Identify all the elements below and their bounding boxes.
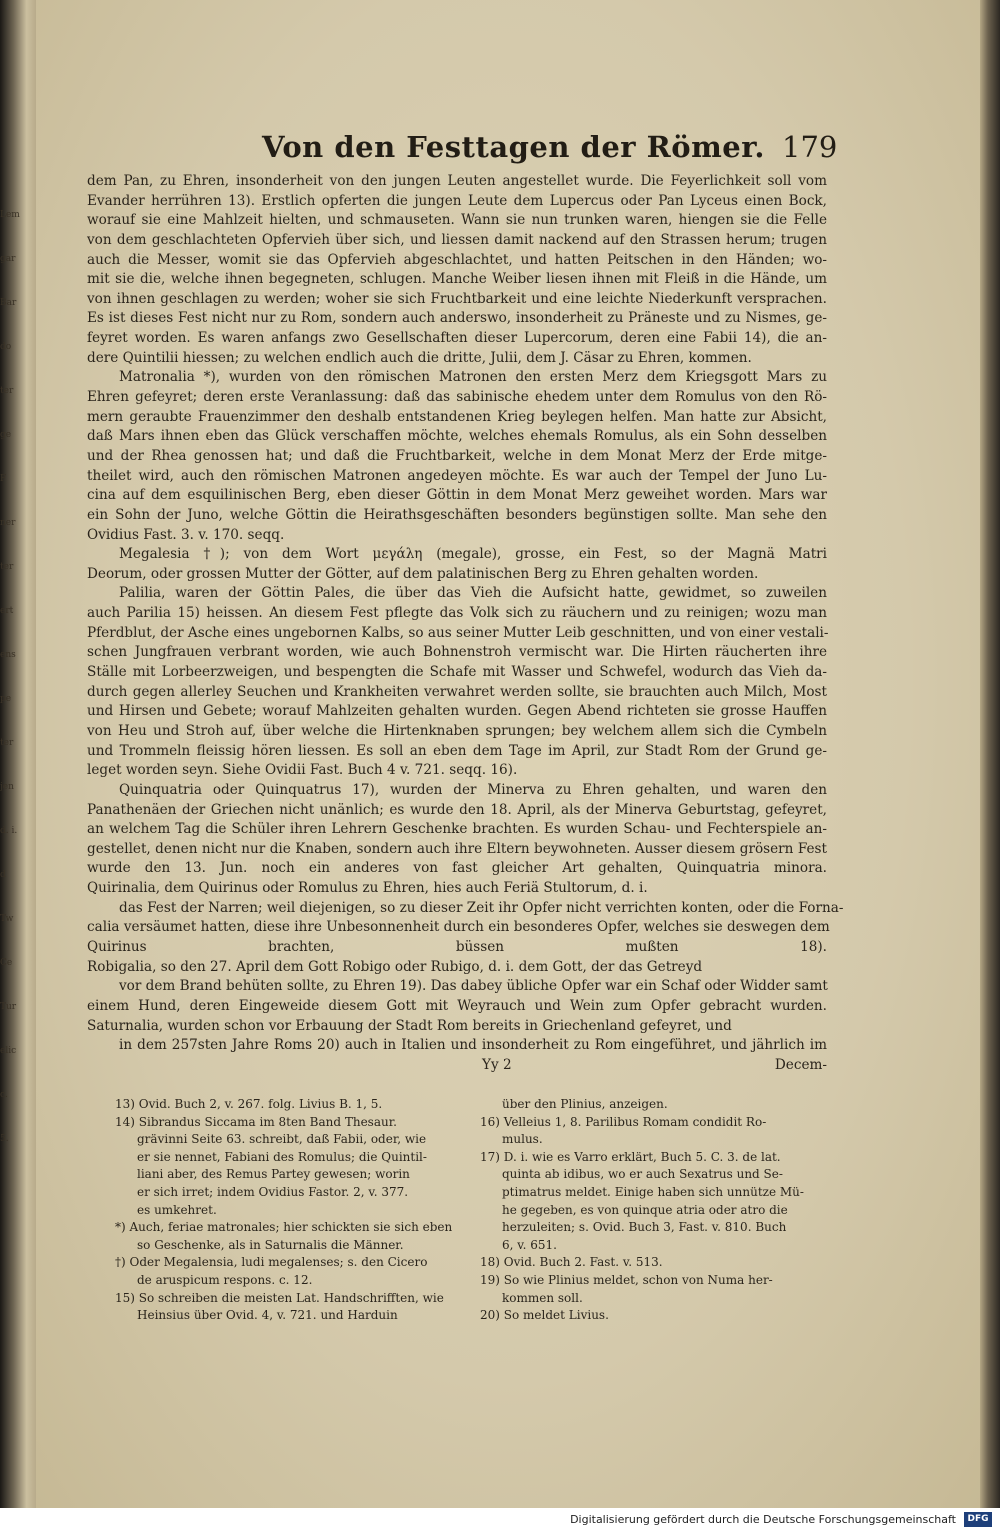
page-number: 179 (782, 130, 838, 164)
margin-fragment: ter (0, 738, 14, 748)
text-line: daß Mars ihnen eben das Glück verschaffen möchte, welches ehemals Romulus, als ein Sohn desselben (87, 428, 827, 445)
footnote-line: de aruspicum respons. c. 12. (137, 1272, 313, 1287)
text-line: Palilia, waren der Göttin Pales, die über das Vieh die Aufsicht hatte, gewidmet, so zuweilen (119, 585, 827, 602)
text-line: wurde den 13. Jun. noch ein anderes von fast gleicher Art gehalten, Quinquatria minora. (87, 860, 827, 877)
margin-fragment: ter (0, 386, 14, 396)
footnote-line: er sie nennet, Fabiani des Romulus; die Quintil- (137, 1149, 427, 1164)
text-line: Quirinus brachten, büssen mußten 18). (87, 938, 827, 955)
text-line: Saturnalia, wurden schon vor Erbauung der Stadt Rom bereits in Griechenland gefeyret, und (87, 1017, 732, 1034)
page-header (262, 130, 838, 172)
signature-mark: Yy 2 (482, 1056, 512, 1073)
funding-credit: Digitalisierung gefördert durch die Deutsche Forschungsgemeinschaft (570, 1513, 956, 1526)
text-line: Es ist dieses Fest nicht nur zu Rom, sondern auch anderswo, insonderheit zu Präneste und zu Nismes, ge- (87, 310, 827, 327)
margin-fragment: 5. (0, 1134, 9, 1144)
text-line: leget worden seyn. Siehe Ovidii Fast. Buch 4 v. 721. seqq. 16). (87, 762, 518, 779)
text-line: dere Quintilii hiessen; zu welchen endlich auch die dritte, Julii, dem J. Cäsar zu Ehren, kommen. (87, 349, 752, 366)
footnote-line: 15) So schreiben die meisten Lat. Handschrifften, wie (115, 1290, 444, 1305)
text-line: und Trommeln fleissig hören liessen. Es soll an eben dem Tage im April, zur Stadt Rom der Grund ge- (87, 742, 827, 759)
text-line: Ställe mit Lorbeerzweigen, und bespengten die Schafe mit Wasser und Schwefel, wodurch das Vieh da- (87, 664, 827, 681)
margin-fragment: ert (0, 606, 14, 616)
footnotes-right-column (480, 1096, 825, 1325)
margin-fragment: ter (0, 562, 14, 572)
text-line: feyret worden. Es waren anfangs zwo Gesellschaften dieser Lupercorum, deren eine Fabii 14), die an- (87, 330, 827, 347)
text-line: in dem 257sten Jahre Roms 20) auch in Italien und insonderheit zu Rom eingeführet, und jährlich im (119, 1037, 827, 1054)
margin-fragment: Lem (0, 210, 20, 220)
footnote-line: †) Oder Megalensia, ludi megalenses; s. den Cicero (115, 1255, 428, 1270)
footnote-line: es umkehret. (137, 1202, 217, 1217)
book-binding-edge (980, 0, 1000, 1508)
text-line: Megalesia †); von dem Wort μεγάλη (megale), grosse, ein Fest, so der Magnä Matri (119, 546, 827, 563)
footnote-line: grävinni Seite 63. schreibt, daß Fabii, oder, wie (137, 1132, 427, 1147)
text-line: schen Jungfrauen verbrant worden, wie auch Bohnenstroh vermischt war. Die Hirten räucherten ihre (87, 644, 827, 661)
margin-fragment: d (0, 870, 6, 880)
text-line: Quinquatria oder Quinquatrus 17), wurden der Minerva zu Ehren gehalten, und waren den (119, 781, 827, 798)
text-line: calia versäumet hatten, diese ihre Unbesonnenheit durch ein besonderes Opfer, welches sie deswegen dem (87, 919, 830, 936)
margin-fragment: Tw (0, 914, 14, 924)
footnote-line: so Geschenke, als in Saturnalis die Männer. (137, 1237, 404, 1252)
margin-fragment: ner (0, 518, 16, 528)
footnote-line: liani aber, des Remus Partey gewesen; worin (137, 1167, 410, 1182)
margin-fragment: F (0, 474, 7, 484)
footnote-line: 6, v. 651. (502, 1237, 557, 1252)
footnote-line: 16) Velleius 1, 8. Parilibus Romam condidit Ro- (480, 1114, 767, 1129)
footnote-line: ptimatrus meldet. Einige haben sich unnütze Mü- (502, 1184, 804, 1199)
margin-fragment: Ce (0, 958, 13, 968)
footnote-line: über den Plinius, anzeigen. (502, 1097, 668, 1111)
text-line: dem Pan, zu Ehren, insonderheit von den jungen Leuten angestellet wurde. Die Feyerlichkeit soll vom (87, 173, 827, 189)
footnote-line: 19) So wie Plinius meldet, schon von Numa her- (480, 1272, 773, 1287)
text-line: von ihnen geschlagen zu werden; woher sie sich Fruchtbarkeit und eine leichte Niederkunft versprachen. (87, 290, 827, 307)
text-line: auch Parilia 15) heissen. An diesem Fest pflegte das Volk sich zu räuchern und zu reinigen; wozu man (87, 605, 827, 622)
margin-fragment: ens (0, 650, 16, 660)
text-line: Quirinalia, dem Quirinus oder Romulus zu Ehren, hies auch Feriä Stultorum, d. i. (87, 880, 648, 897)
text-line: auch die Messer, womit sie das Opfervieh abgeschlachtet, und hatten Peitschen in den Händen; wo- (87, 251, 827, 268)
text-line: theilet wird, auch den römischen Matronen angedeyen möchte. Es war auch der Tempel der Juno Lu- (87, 467, 827, 484)
text-line: Ovidius Fast. 3. v. 170. seqq. (87, 526, 285, 543)
text-line: cina auf dem esquilinischen Berg, eben dieser Göttin in dem Monat Merz geweihet worden. Mars war (87, 487, 827, 504)
footnotes-left-column (115, 1096, 455, 1325)
text-line: gestellet, denen nicht nur die Knaben, sondern auch ihre Eltern beywohneten. Ausser diesem grösern Fest (87, 840, 827, 857)
main-text (87, 172, 844, 1075)
margin-fragment: elic (0, 1046, 17, 1056)
footnote-line: 17) D. i. wie es Varro erklärt, Buch 5. C. 3. de lat. (480, 1149, 781, 1164)
text-line: durch gegen allerley Seuchen und Krankheiten verwahret werden sollte, sie brauchten auch Milch, Most (87, 683, 827, 700)
running-head: Von den Festtagen der Römer. (262, 130, 765, 164)
text-line: von Heu und Stroh auf, über welche die Hirtenknaben sprungen; bey welchem allem sich die Cymbeln (87, 722, 827, 739)
footnote-line: Heinsius über Ovid. 4, v. 721. und Harduin (137, 1308, 398, 1323)
dfg-logo: DFG (964, 1512, 992, 1527)
text-line: von dem geschlachteten Opfervieh über sich, und liessen damit nackend auf den Strassen herum; trugen (87, 231, 827, 248)
text-line: das Fest der Narren; weil diejenigen, so zu dieser Zeit ihr Opfer nicht verrichten konten, oder die Forna- (119, 899, 844, 916)
text-line: vor dem Brand behüten sollte, zu Ehren 19). Das dabey übliche Opfer war ein Schaf oder Widder samt (119, 978, 828, 995)
previous-page-edge (0, 0, 38, 1533)
margin-fragment: gar (0, 254, 16, 264)
margin-fragment: ge (0, 430, 12, 440)
text-line: Pferdblut, der Asche eines ungebornen Kalbs, so aus seiner Mutter Leib geschnitten, und von einer vestali- (87, 624, 829, 641)
margin-fragment: Bar (0, 298, 17, 308)
text-line: und der Rhea genossen hat; und daß die Fruchtbarkeit, welche in dem Monat Merz der Erde mitge- (87, 447, 827, 464)
footnote-line: herzuleiten; s. Ovid. Buch 3, Fast. v. 810. Buch (502, 1220, 787, 1235)
text-line: einem Hund, deren Eingeweide diesem Gott mit Weyrauch und Wein zum Opfer gebracht wurden. (87, 997, 827, 1014)
text-line: an welchem Tag die Schüler ihren Lehrern Geschenke brachten. Es wurden Schau- und Fechterspiele an- (87, 821, 827, 838)
footnote-line: 18) Ovid. Buch 2. Fast. v. 513. (480, 1255, 663, 1270)
text-line: mern geraubte Frauenzimmer den deshalb entstandenen Krieg beylegen helfen. Man hatte zur Absicht, (87, 408, 827, 425)
catchword: Decem- (774, 1056, 827, 1073)
footnote-line: er sich irret; indem Ovidius Fastor. 2, v. 377. (137, 1184, 409, 1199)
text-line: und Hirsen und Gebete; worauf Mahlzeiten gehalten wurden. Gegen Abend richteten sie grosse Hauffen (87, 703, 827, 720)
text-line: Evander herrühren 13). Erstlich opferten die jungen Leute dem Lupercus oder Pan Lyceus einen Bock, (87, 192, 827, 209)
margin-fragment: jen (0, 782, 14, 792)
footnote-line: mulus. (502, 1132, 543, 1147)
text-line: Deorum, oder grossen Mutter der Götter, auf dem palatinischen Berg zu Ehren gehalten worden. (87, 565, 759, 582)
margin-fragment: do (0, 342, 12, 352)
footnote-line: kommen soll. (502, 1290, 583, 1305)
footnote-line: quinta ab idibus, wo er auch Sexatrus und Se- (502, 1167, 783, 1182)
text-line: Robigalia, so den 27. April dem Gott Robigo oder Rubigo, d. i. dem Gott, der das Getreyd (87, 958, 703, 975)
text-line: mit sie die, welche ihnen begegneten, schlugen. Manche Weiber liesen ihnen mit Fleiß in die Hände, um (87, 271, 827, 288)
footnote-line: 13) Ovid. Buch 2, v. 267. folg. Livius B. 1, 5. (115, 1097, 383, 1111)
text-line: worauf sie eine Mahlzeit hielten, und schmauseten. Wann sie nun trunken waren, hiengen sie die Felle (87, 212, 827, 229)
footnote-line: 20) So meldet Livius. (480, 1308, 609, 1323)
margin-fragment: d. i. (0, 826, 18, 836)
text-line: Ehren gefeyret; deren erste Veranlassung: daß das sabinische ehedem unter dem Romulus von den Rö- (87, 389, 827, 406)
text-line: Panathenäen der Griechen nicht unänlich; es wurde den 18. April, als der Minerva Geburtstag, gefeyret, (87, 801, 827, 818)
text-line: Matronalia *), wurden von den römischen Matronen den ersten Merz dem Kriegsgott Mars zu (119, 369, 827, 386)
margin-fragment: c. (0, 1090, 8, 1100)
text-line: ein Sohn der Juno, welche Göttin die Heirathsgeschäften besonders begünstigen sollte. Man sehe den (87, 506, 827, 523)
footnote-line: *) Auch, feriae matronales; hier schickten sie sich eben (115, 1220, 453, 1235)
digitization-footer (0, 1508, 1000, 1533)
signature-line (87, 1056, 827, 1076)
margin-fragment: pe (0, 694, 12, 704)
footnote-line: he gegeben, es von quinque atria oder atro die (502, 1202, 788, 1217)
footnote-line: 14) Sibrandus Siccama im 8ten Band Thesaur. (115, 1114, 397, 1129)
margin-fragment: Tur (0, 1002, 17, 1012)
